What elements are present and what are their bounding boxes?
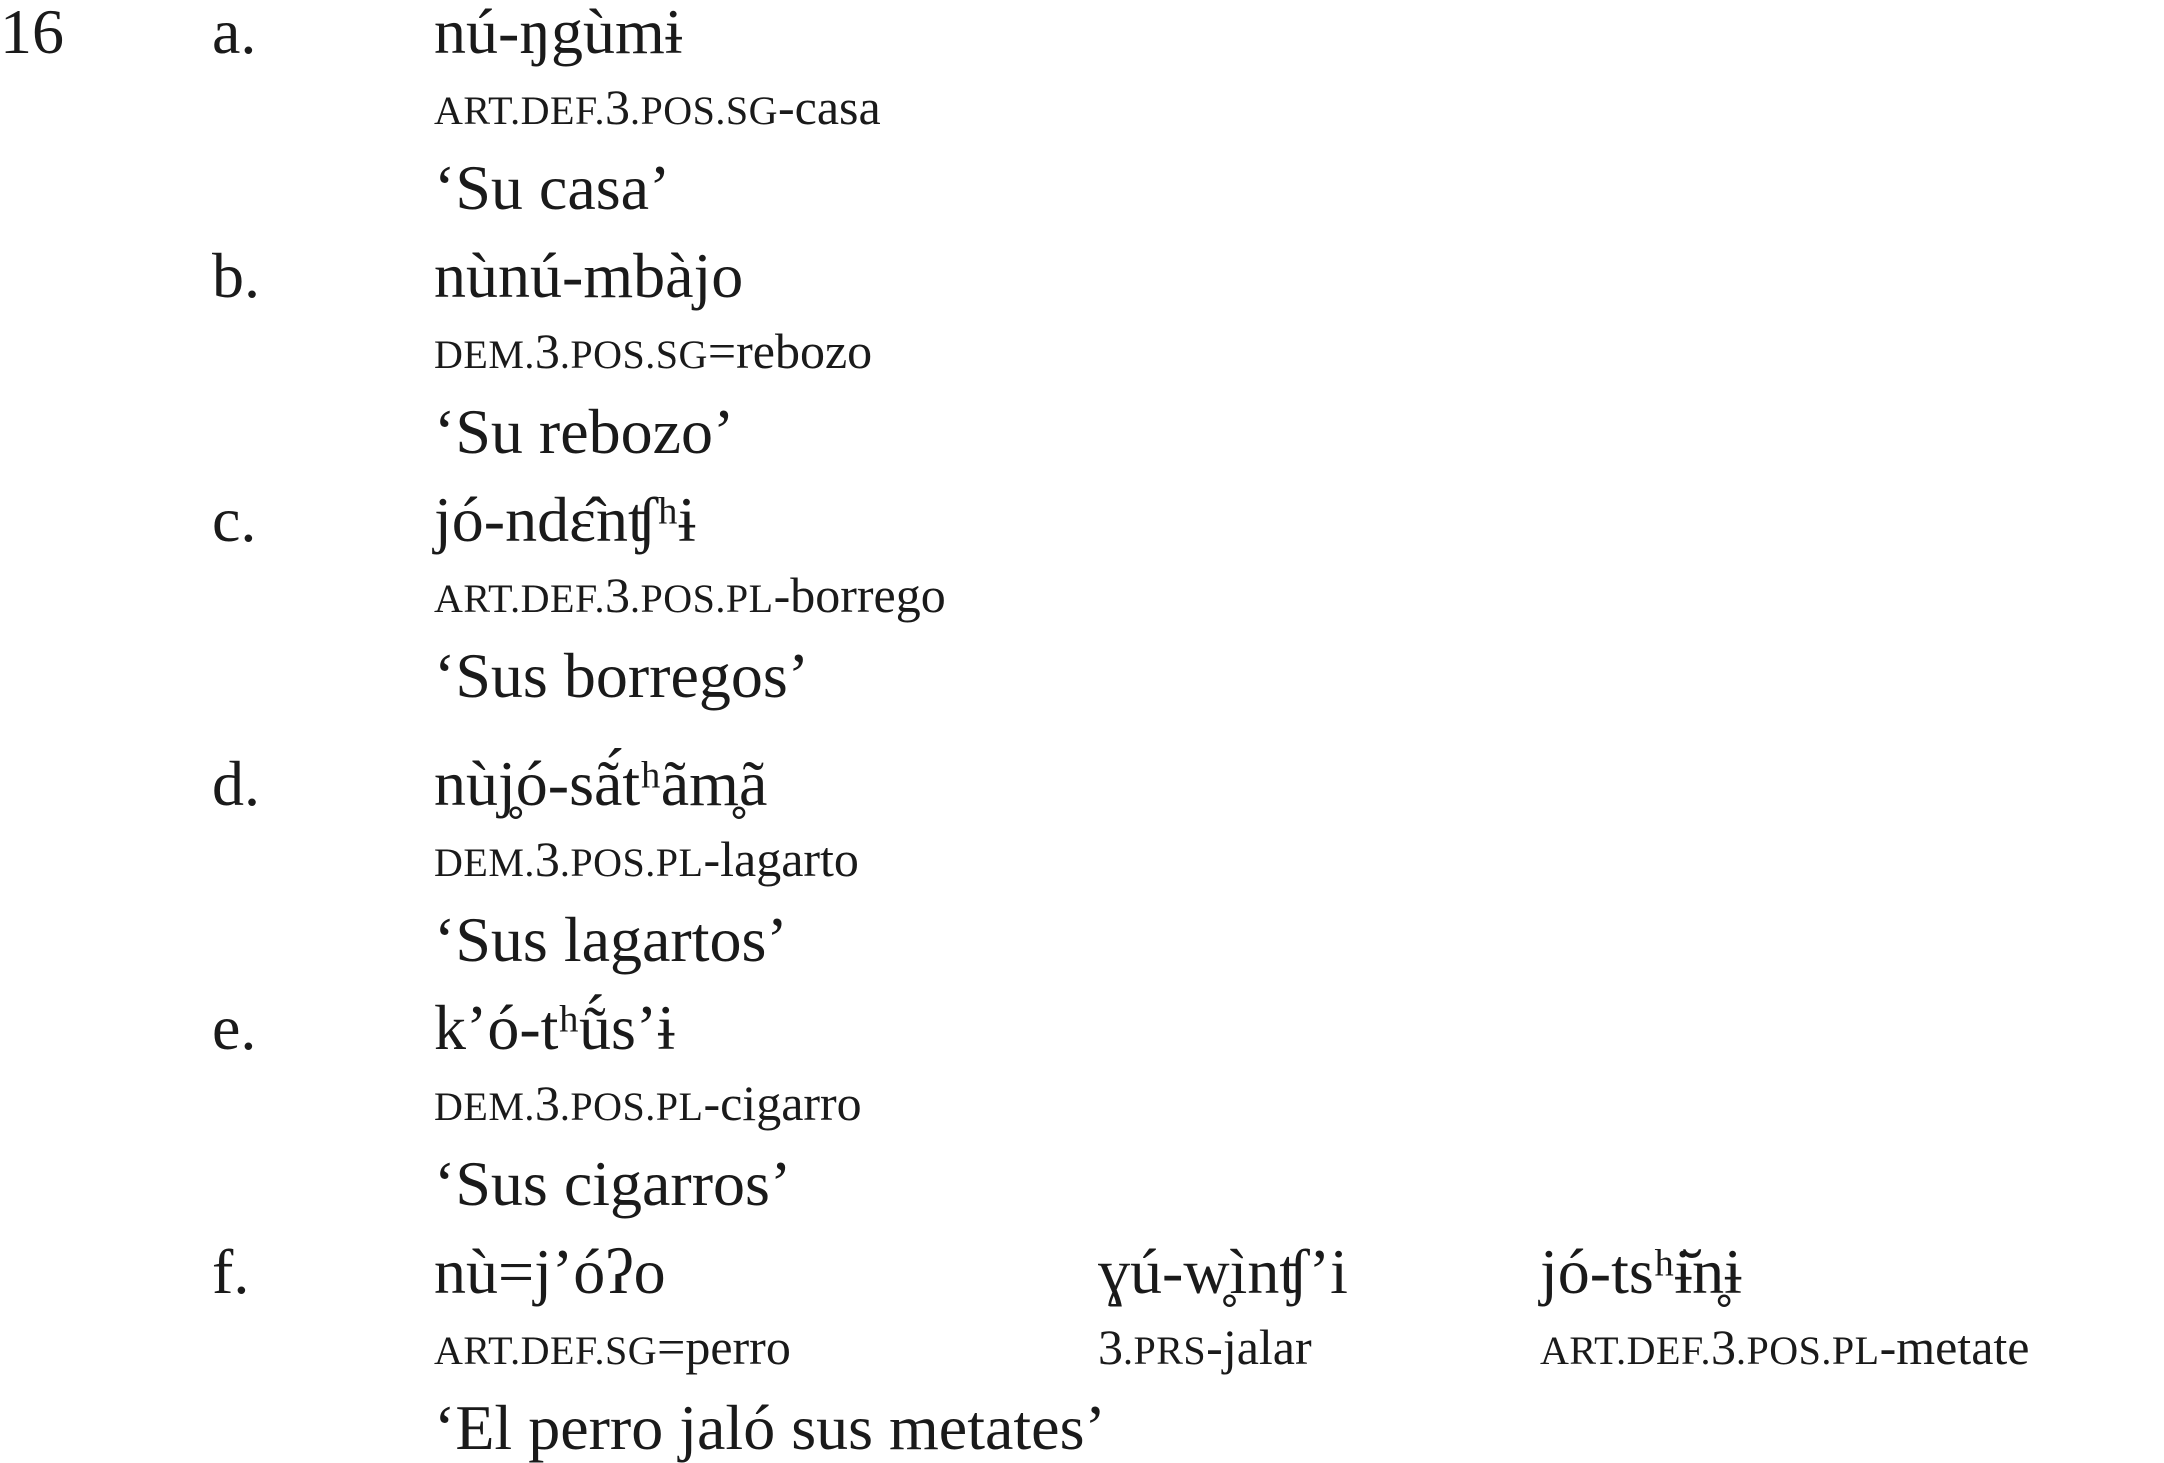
vernacular-line: nùj̥ó-sã́tʰãm̥ã	[434, 748, 768, 819]
gloss-morpheme: =rebozo	[707, 323, 873, 379]
vernacular-line: nùnú-mbàjo	[434, 240, 744, 311]
item-d-word-1	[434, 748, 859, 890]
gloss-morpheme: 3	[1098, 1319, 1123, 1375]
gloss-line	[434, 832, 859, 890]
gloss-line	[434, 568, 946, 626]
item-letter-b: b.	[212, 240, 260, 311]
item-a-word-1	[434, 0, 881, 138]
gloss-line	[434, 324, 872, 382]
gloss-morpheme: 3	[605, 567, 630, 623]
item-f-word-2	[1098, 1236, 1348, 1378]
gloss-morpheme: -casa	[778, 79, 881, 135]
item-e-word-1	[434, 992, 862, 1134]
gloss-label: .POS.SG	[559, 332, 708, 377]
item-letter-a: a.	[212, 0, 257, 67]
gloss-label: ART.DEF.	[434, 576, 605, 621]
gloss-line	[434, 1320, 791, 1378]
item-c-translation: ‘Sus borregos’	[434, 640, 810, 711]
item-letter-c: c.	[212, 484, 257, 555]
gloss-line	[1540, 1320, 2029, 1378]
gloss-label: DEM.	[434, 840, 535, 885]
gloss-morpheme: 3	[534, 323, 560, 379]
gloss-line	[434, 80, 881, 138]
gloss-label: DEM.	[434, 1084, 535, 1129]
item-c-word-1	[434, 484, 946, 626]
item-letter-d: d.	[212, 748, 260, 819]
item-f-word-3	[1540, 1236, 2030, 1378]
gloss-morpheme: 3	[534, 1075, 560, 1131]
gloss-label: .PRS	[1123, 1328, 1207, 1373]
vernacular-line: jó-ndɛ̂nʧʰɨ	[434, 484, 696, 555]
gloss-morpheme: -metate	[1879, 1319, 2030, 1375]
gloss-morpheme: -lagarto	[703, 831, 859, 887]
gloss-label: .POS.PL	[559, 1084, 704, 1129]
item-f-word-1	[434, 1236, 791, 1378]
gloss-label: .POS.PL	[559, 840, 704, 885]
gloss-morpheme: =perro	[657, 1319, 791, 1375]
gloss-morpheme: -borrego	[773, 567, 946, 623]
vernacular-line: nù=j’óʔo	[434, 1236, 666, 1307]
item-a-translation: ‘Su casa’	[434, 152, 671, 223]
gloss-label: .POS.SG	[630, 88, 779, 133]
vernacular-line: jó-tsʰɨ̆n̥ɨ	[1540, 1236, 1742, 1307]
item-letter-f: f.	[212, 1236, 250, 1307]
gloss-line	[1098, 1320, 1348, 1378]
gloss-label: ART.DEF.	[1540, 1328, 1711, 1373]
gloss-morpheme: 3	[534, 831, 560, 887]
item-f-translation: ‘El perro jaló sus metates’	[434, 1392, 1106, 1463]
item-d-translation: ‘Sus lagartos’	[434, 904, 788, 975]
gloss-morpheme: -jalar	[1206, 1319, 1312, 1375]
gloss-label: .POS.PL	[630, 576, 774, 621]
gloss-morpheme: 3	[1711, 1319, 1736, 1375]
gloss-label: DEM.	[434, 332, 535, 377]
item-letter-e: e.	[212, 992, 257, 1063]
gloss-label: ART.DEF.	[434, 88, 605, 133]
vernacular-line: k’ó-tʰṹs’ɨ	[434, 992, 675, 1063]
example-number: 16	[0, 0, 64, 67]
gloss-line	[434, 1076, 862, 1134]
item-e-translation: ‘Sus cigarros’	[434, 1148, 792, 1219]
gloss-label: ART.DEF.SG	[434, 1328, 658, 1373]
vernacular-line: nú-ŋgùmɨ	[434, 0, 683, 67]
gloss-morpheme: 3	[605, 79, 630, 135]
gloss-label: .POS.PL	[1736, 1328, 1880, 1373]
item-b-word-1	[434, 240, 873, 382]
vernacular-line: ɣú-w̥ìnʧ’i	[1098, 1236, 1348, 1307]
gloss-morpheme: -cigarro	[703, 1075, 862, 1131]
item-b-translation: ‘Su rebozo’	[434, 396, 735, 467]
